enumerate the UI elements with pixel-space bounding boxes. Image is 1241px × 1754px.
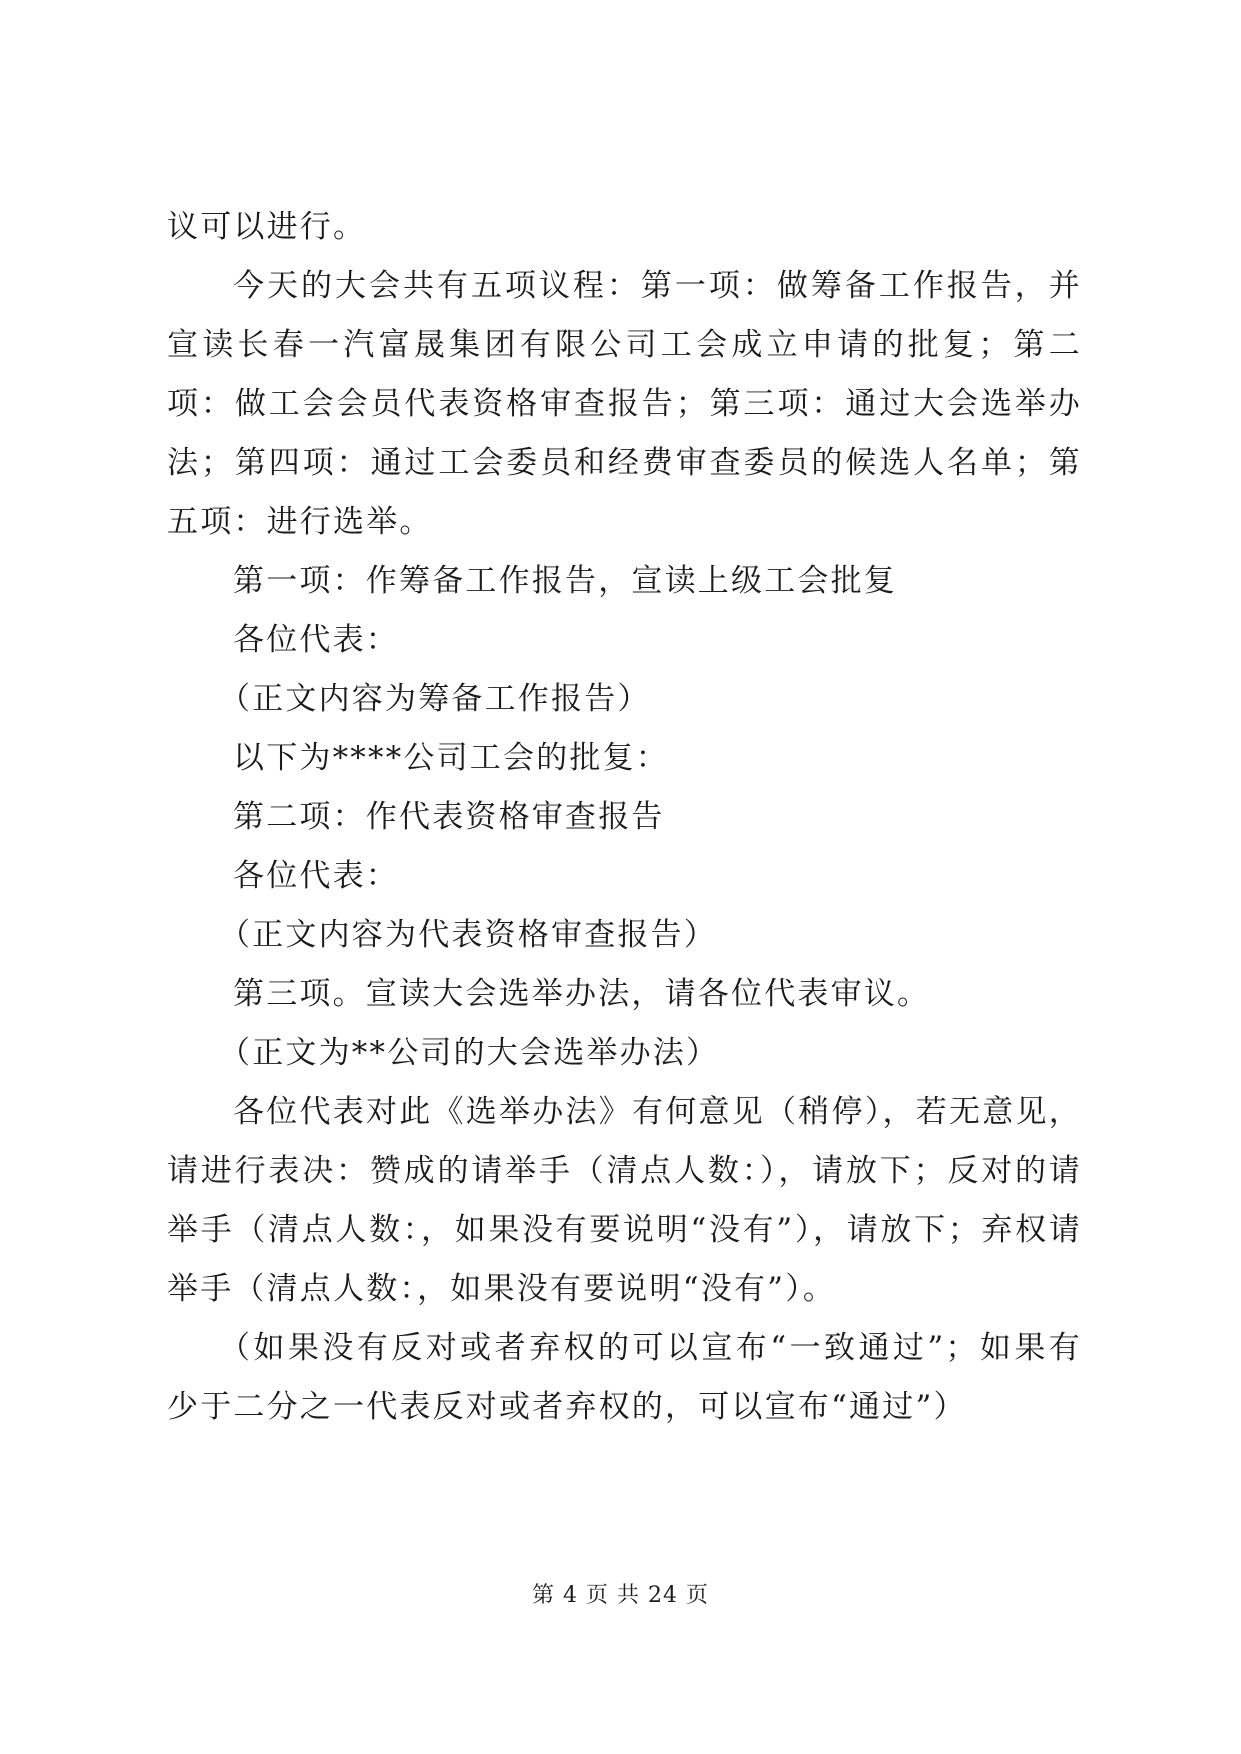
paragraph-agenda: 今天的大会共有五项议程：第一项：做筹备工作报告，并宣读长春一汽富晟集团有限公司工会成立申请的批复；第二项：做工会会员代表资格审查报告；第三项：通过大会选举办法；第四项：通过工会委员和经费审查委员的候选人名单；第五项：进行选举。	[167, 268, 1082, 540]
paragraph-salutation: 各位代表：	[233, 858, 399, 894]
paragraph-item-three-heading: 第三项。宣读大会选举办法，请各位代表审议。	[233, 976, 931, 1012]
paragraph-continuation: 议可以进行。	[167, 209, 367, 245]
paragraph-note-election-method: （正文为**公司的大会选举办法）	[219, 1035, 720, 1071]
paragraph-reply-intro: 以下为****公司工会的批复：	[233, 740, 669, 776]
paragraph-note-preparation-report: （正文内容为筹备工作报告）	[219, 681, 651, 717]
page-footer: 第 4 页 共 24 页	[532, 1583, 709, 1608]
paragraph-item-one-heading: 第一项：作筹备工作报告，宣读上级工会批复	[233, 563, 897, 599]
paragraph-salutation: 各位代表：	[233, 622, 399, 658]
document-body	[167, 198, 1082, 1437]
paragraph-item-two-heading: 第二项：作代表资格审查报告	[233, 799, 665, 835]
paragraph-note-qualification-report: （正文内容为代表资格审查报告）	[219, 917, 717, 953]
paragraph-voting-note: （如果没有反对或者弃权的可以宣布“一致通过”；如果有少于二分之一代表反对或者弃权的，可以宣布“通过”）	[167, 1330, 1082, 1425]
paragraph-voting-instructions: 各位代表对此《选举办法》有何意见（稍停），若无意见，请进行表决：赞成的请举手（清点人数：），请放下；反对的请举手（清点人数：，如果没有要说明“没有”），请放下；弃权请举手（清点人数：，如果没有要说明“没有”）。	[167, 1094, 1082, 1307]
